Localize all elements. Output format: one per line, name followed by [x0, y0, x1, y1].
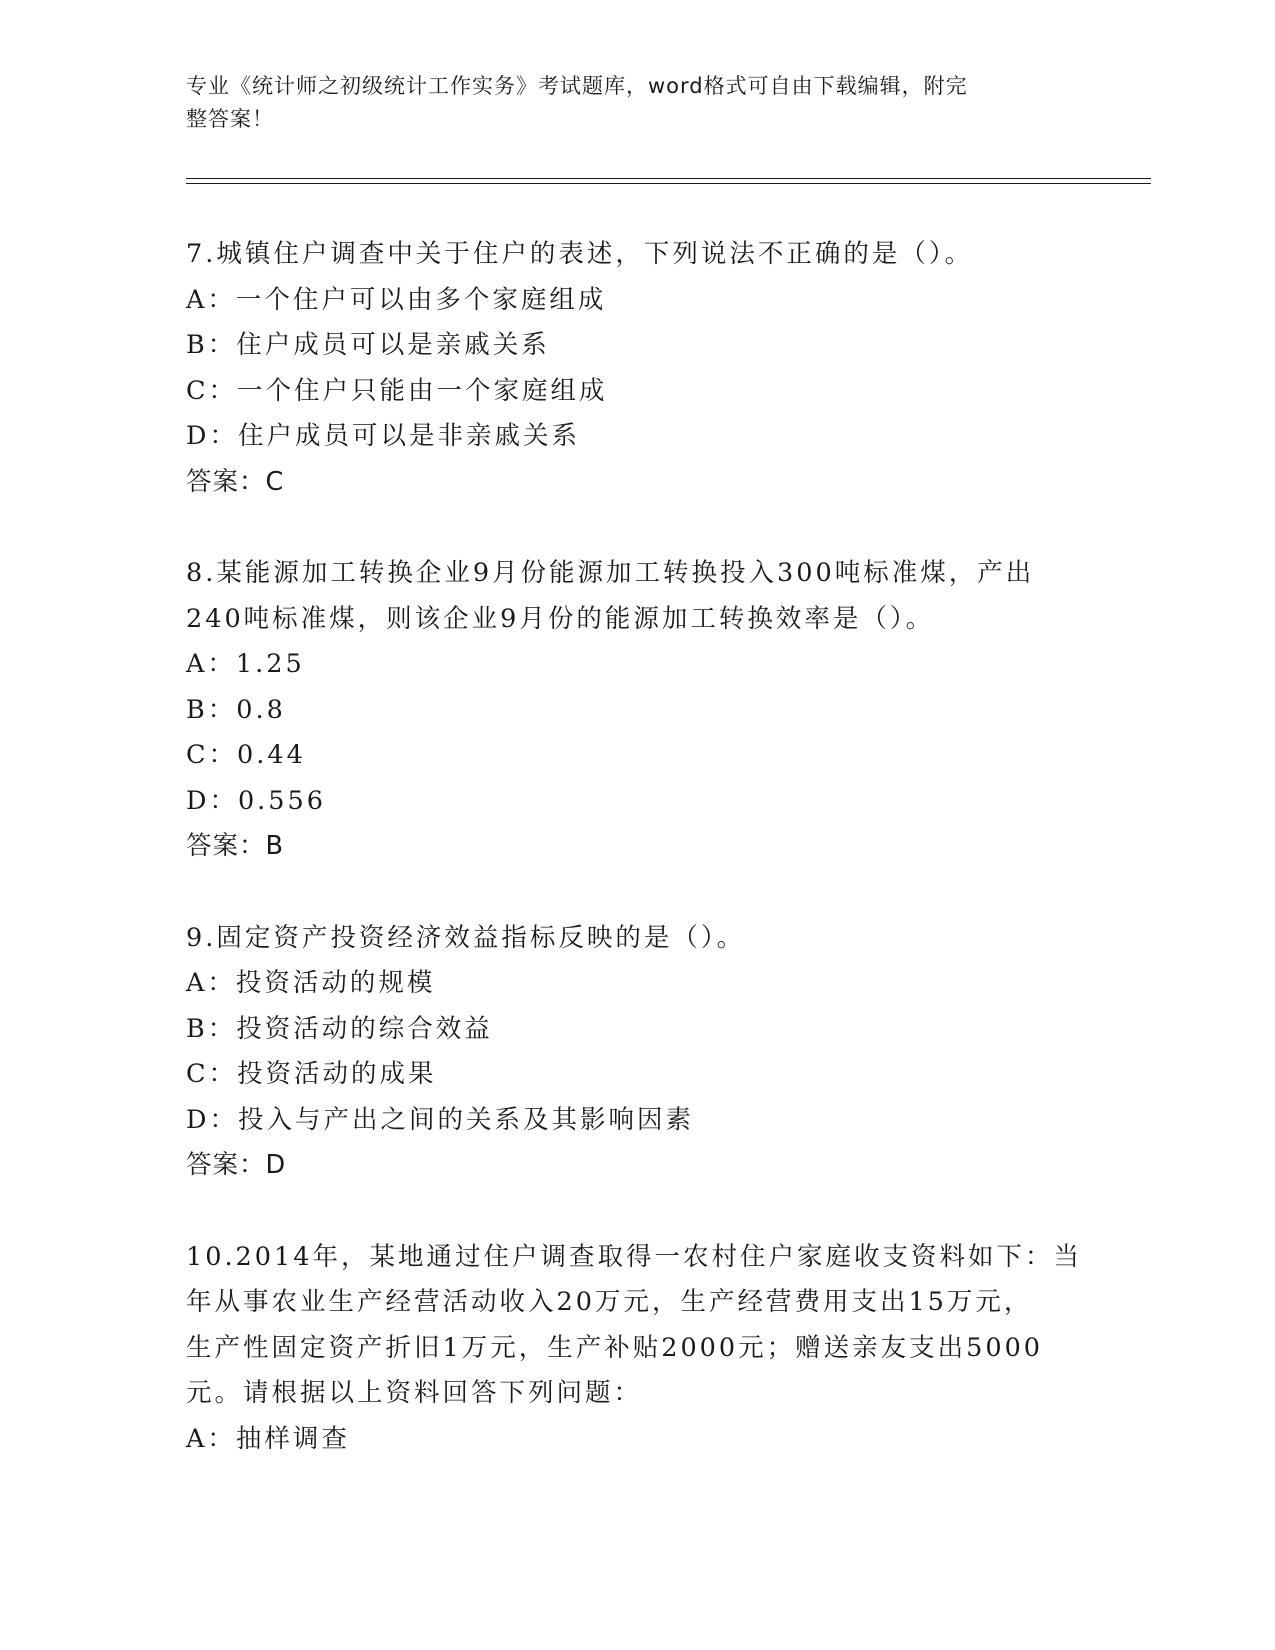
answer-label: 答案：D [186, 1150, 287, 1180]
question-stem-line-3: 生产性固定资产折旧1万元，生产补贴2000元；赠送亲友支出5000 [186, 1332, 1044, 1363]
option-c: C：一个住户只能由一个家庭组成 [186, 375, 608, 406]
header-divider-top [186, 178, 1151, 179]
question-stem: 7.城镇住户调查中关于住户的表述，下列说法不正确的是（）。 [186, 239, 974, 269]
header-divider-bottom [186, 183, 1151, 184]
option-d: D：投入与产出之间的关系及其影响因素 [186, 1104, 694, 1135]
question-7 [186, 232, 1086, 505]
question-stem-line-1: 8.某能源加工转换企业9月份能源加工转换投入300吨标准煤，产出 [186, 558, 1035, 588]
option-a: A：1.25 [186, 649, 305, 679]
document-header [186, 70, 1066, 136]
option-b: B：投资活动的综合效益 [186, 1013, 493, 1044]
question-stem-line-1: 10.2014年，某地通过住户调查取得一农村住户家庭收支资料如下：当 [186, 1241, 1082, 1272]
question-10 [186, 1235, 1086, 1463]
option-c: C：投资活动的成果 [186, 1059, 437, 1089]
question-8 [186, 551, 1086, 870]
question-stem-line-2: 240吨标准煤，则该企业9月份的能源加工转换效率是（）。 [186, 603, 935, 634]
option-a: A：投资活动的规模 [186, 968, 436, 998]
option-c: C：0.44 [186, 740, 306, 770]
header-line-2: 整答案！ [186, 107, 274, 131]
option-a: A：抽样调查 [186, 1423, 350, 1454]
question-stem-line-4: 元。请根据以上资料回答下列问题： [186, 1378, 643, 1408]
option-d: D：0.556 [186, 785, 326, 816]
question-stem-line-2: 年从事农业生产经营活动收入20万元，生产经营费用支出15万元， [186, 1287, 1033, 1317]
option-d: D：住户成员可以是非亲戚关系 [186, 421, 580, 451]
option-a: A：一个住户可以由多个家庭组成 [186, 284, 607, 315]
header-line-1: 专业《统计师之初级统计工作实务》考试题库，word格式可自由下载编辑，附完 [186, 74, 968, 98]
question-list [186, 232, 1086, 1508]
option-b: B：住户成员可以是亲戚关系 [186, 330, 550, 360]
question-stem: 9.固定资产投资经济效益指标反映的是（）。 [186, 922, 746, 953]
answer-label: 答案：B [186, 831, 284, 861]
answer-label: 答案：C [186, 466, 285, 497]
question-9 [186, 916, 1086, 1189]
option-b: B：0.8 [186, 694, 286, 725]
